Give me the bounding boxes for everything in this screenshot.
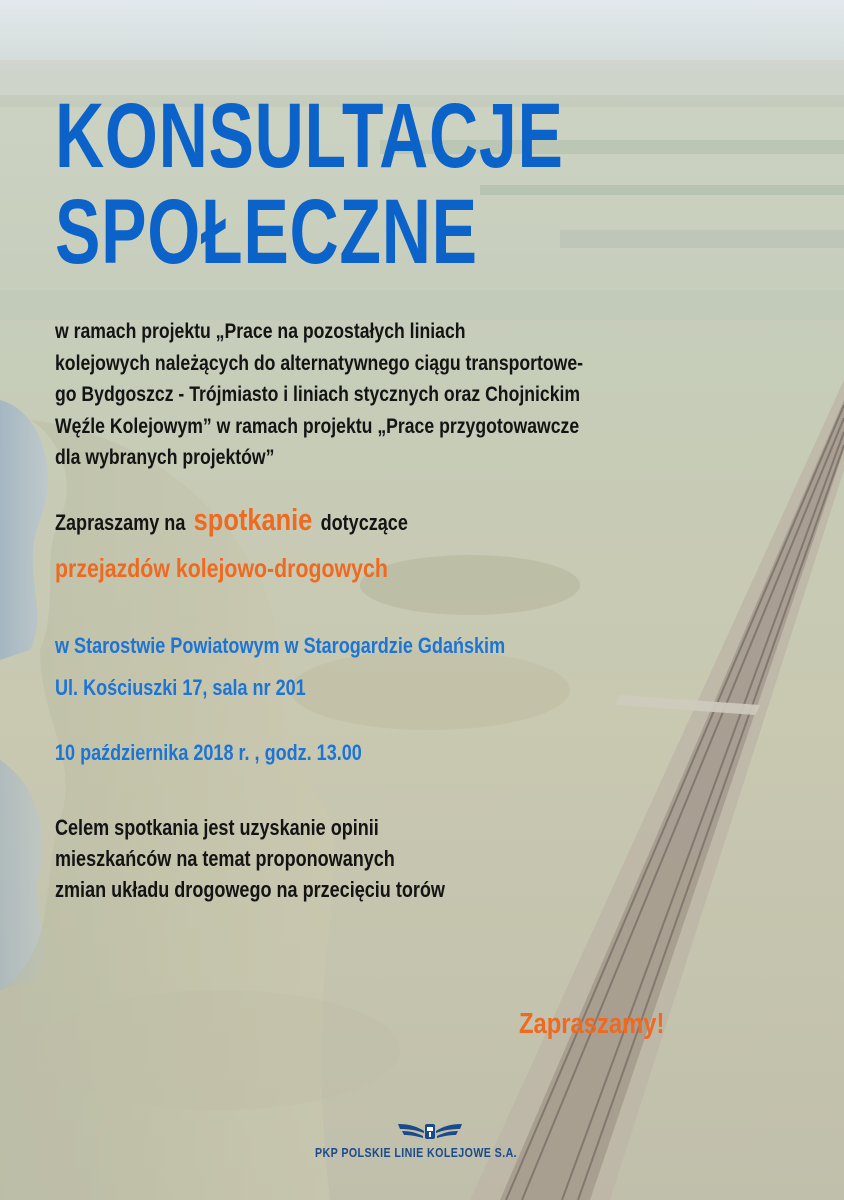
pkp-logo xyxy=(300,1118,560,1166)
invitation-line xyxy=(55,500,408,543)
intro-line: Węźle Kolejowym” w ramach projektu „Prace przygotowawcze xyxy=(55,413,580,438)
purpose-line: mieszkańców na temat proponowanych xyxy=(55,846,395,871)
title-line-2: SPOŁECZNE xyxy=(55,181,478,283)
poster-title xyxy=(55,85,564,283)
intro-line: kolejowych należących do alternatywnego ciągu transportowe- xyxy=(55,350,584,375)
intro-line: go Bydgoszcz - Trójmiasto i liniach stycznych oraz Chojnickim xyxy=(55,382,581,406)
meeting-purpose xyxy=(55,812,445,905)
venue-address: Ul. Kościuszki 17, sala nr 201 xyxy=(55,675,306,700)
invitation-before: Zapraszamy na xyxy=(55,510,186,535)
purpose-line: Celem spotkania jest uzyskanie opinii xyxy=(55,815,379,840)
closing-invitation: Zapraszamy! xyxy=(519,1008,665,1040)
invitation-highlight: spotkanie xyxy=(193,502,313,537)
invitation-subject: przejazdów kolejowo-drogowych xyxy=(55,553,388,583)
intro-line: dla wybranych projektów” xyxy=(55,445,275,469)
meeting-date: 10 października 2018 r. , godz. 13.00 xyxy=(55,740,362,765)
purpose-line: zmian układu drogowego na przecięciu torów xyxy=(55,877,445,902)
venue-info xyxy=(55,625,505,709)
title-line-1: KONSULTACJE xyxy=(55,85,564,187)
invitation-after: dotyczące xyxy=(320,510,408,535)
project-description xyxy=(55,316,583,474)
venue-name: w Starostwie Powiatowym w Starogardzie Gdańskim xyxy=(55,633,506,658)
pkp-winged-logo-icon xyxy=(396,1118,464,1144)
pkp-logo-text: PKP POLSKIE LINIE KOLEJOWE S.A. xyxy=(315,1145,518,1160)
intro-line: w ramach projektu „Prace na pozostałych liniach xyxy=(55,319,466,343)
